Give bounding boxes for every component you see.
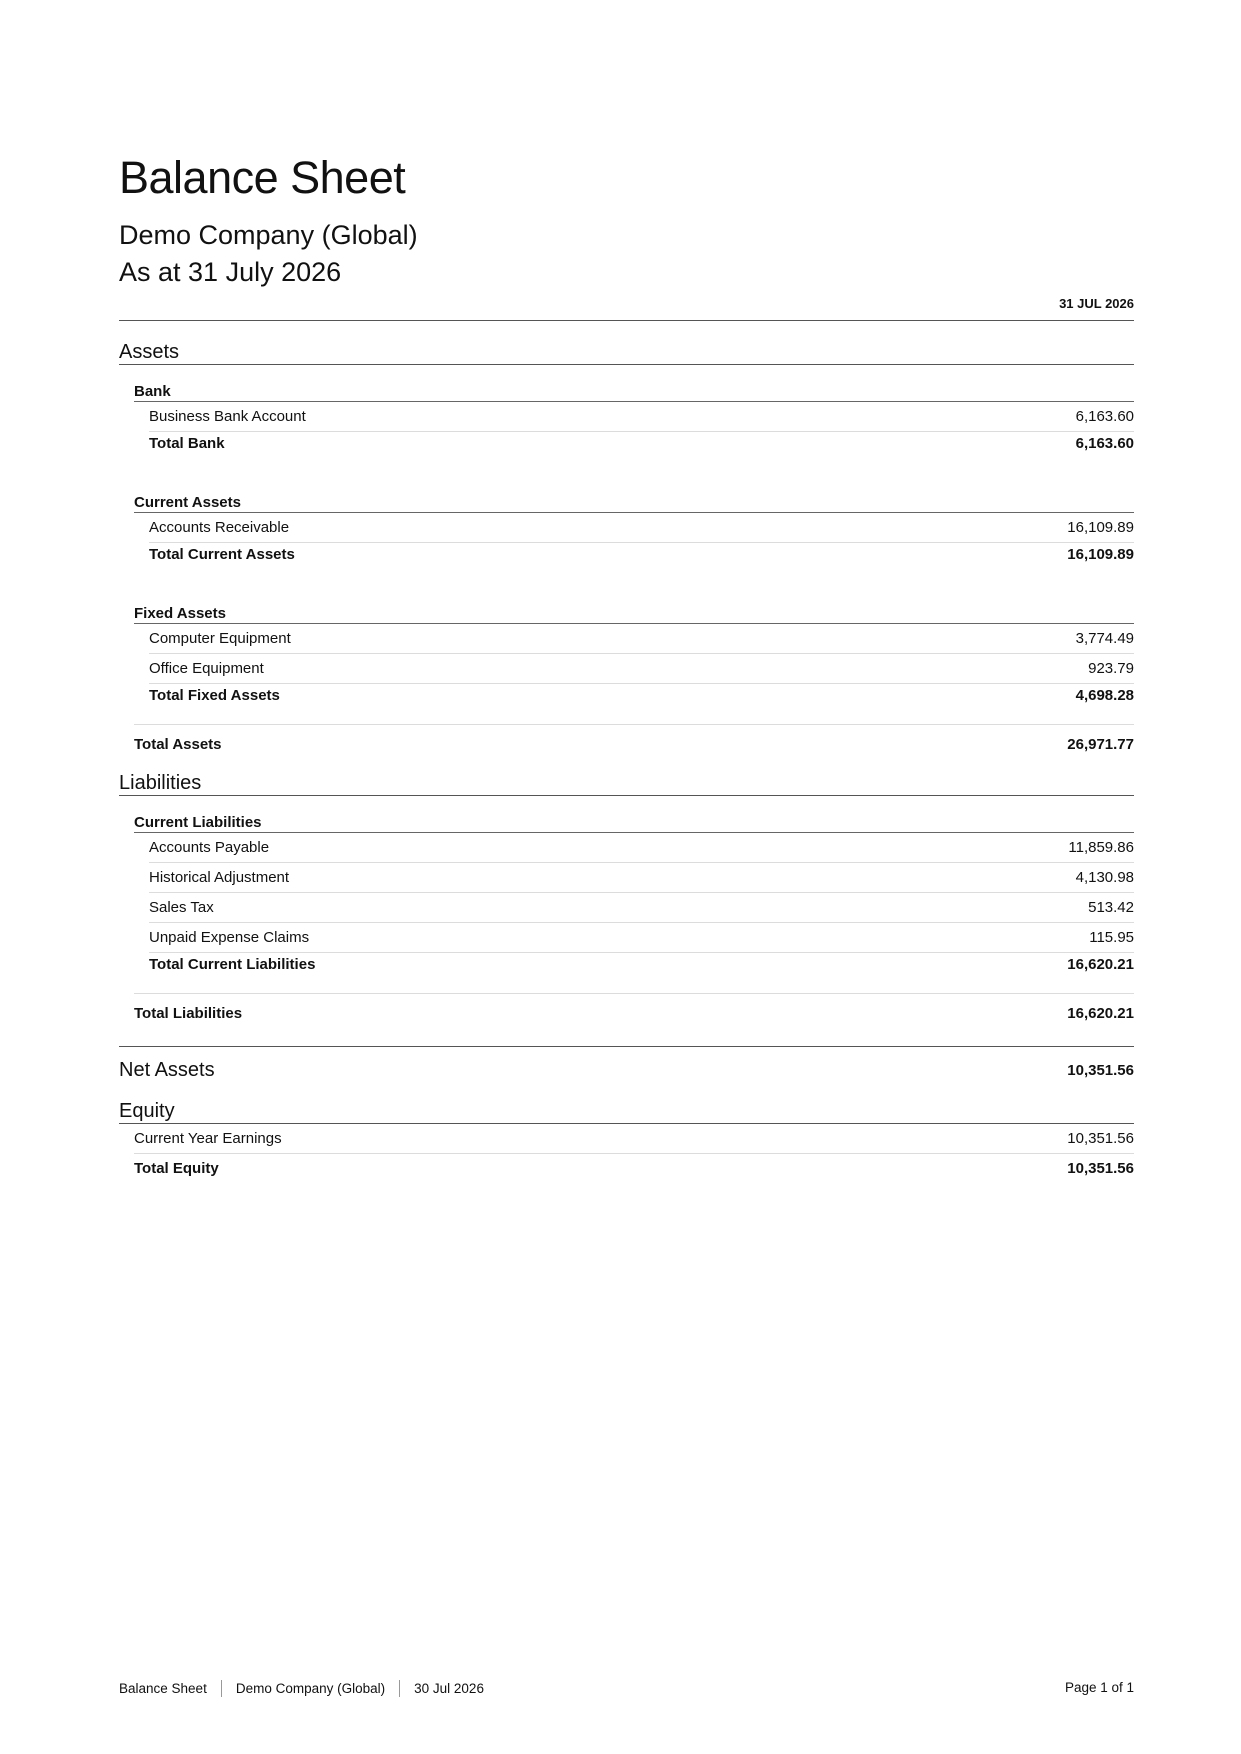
table-row — [149, 624, 1134, 654]
total-row-current-assets — [149, 543, 1134, 567]
row-value: 11,859.86 — [1068, 839, 1134, 856]
table-row — [149, 863, 1134, 893]
total-value: 6,163.60 — [1075, 435, 1134, 452]
row-label: Current Year Earnings — [134, 1130, 282, 1147]
footer-company: Demo Company (Global) — [235, 1681, 386, 1696]
total-label: Total Equity — [134, 1160, 219, 1177]
row-value: 6,163.60 — [1075, 408, 1134, 425]
total-label: Total Current Liabilities — [149, 956, 316, 973]
total-label: Total Assets — [134, 736, 222, 753]
report-title: Balance Sheet — [119, 152, 406, 203]
row-label: Office Equipment — [149, 660, 264, 677]
group-title-current-assets: Current Assets — [134, 488, 1134, 513]
page-number: Page 1 of 1 — [1064, 1680, 1134, 1695]
row-value: 115.95 — [1089, 929, 1134, 946]
row-label: Accounts Payable — [149, 839, 270, 856]
row-value: 513.42 — [1088, 899, 1134, 916]
total-value: 16,109.89 — [1067, 546, 1134, 563]
row-value: 16,109.89 — [1067, 519, 1134, 536]
total-value: 10,351.56 — [1067, 1160, 1134, 1177]
total-label: Total Liabilities — [134, 1005, 243, 1022]
table-row — [149, 402, 1134, 432]
table-row — [149, 833, 1134, 863]
report-date: As at 31 July 2026 — [119, 257, 342, 287]
total-value: 16,620.21 — [1067, 1005, 1134, 1022]
total-label: Total Fixed Assets — [149, 687, 280, 704]
group-title-bank: Bank — [134, 377, 1134, 402]
row-label: Unpaid Expense Claims — [149, 929, 310, 946]
footer-report-name: Balance Sheet — [119, 1681, 207, 1696]
footer-date: 30 Jul 2026 — [414, 1681, 484, 1696]
row-label: Accounts Receivable — [149, 519, 290, 536]
table-row — [134, 1124, 1134, 1154]
table-row — [149, 893, 1134, 923]
section-title-liabilities: Liabilities — [119, 765, 1134, 796]
total-label: Total Current Assets — [149, 546, 295, 563]
net-assets-row — [119, 1046, 1134, 1093]
row-value: 923.79 — [1088, 660, 1134, 677]
page-footer — [119, 1680, 1134, 1697]
header-divider — [119, 320, 1134, 321]
total-value: 4,698.28 — [1075, 687, 1134, 704]
report-body — [119, 334, 1134, 1184]
row-label: Computer Equipment — [149, 630, 291, 647]
row-value: 3,774.49 — [1075, 630, 1134, 647]
section-title-equity: Equity — [119, 1093, 1134, 1124]
total-row-current-liabilities — [149, 953, 1134, 977]
table-row — [149, 513, 1134, 543]
row-label: Historical Adjustment — [149, 869, 290, 886]
group-title-current-liabilities: Current Liabilities — [134, 808, 1134, 833]
company-name: Demo Company (Global) — [119, 220, 418, 250]
row-label: Business Bank Account — [149, 408, 306, 425]
total-row-bank — [149, 432, 1134, 456]
net-assets-label: Net Assets — [119, 1058, 215, 1081]
group-title-fixed-assets: Fixed Assets — [134, 599, 1134, 624]
total-value: 26,971.77 — [1067, 736, 1134, 753]
footer-info — [119, 1680, 484, 1697]
column-header-date: 31 JUL 2026 — [1059, 296, 1134, 311]
total-row-assets — [134, 724, 1134, 765]
total-row-liabilities — [134, 993, 1134, 1034]
net-assets-value: 10,351.56 — [1067, 1061, 1134, 1079]
total-row-fixed-assets — [149, 684, 1134, 708]
table-row — [149, 923, 1134, 953]
row-label: Sales Tax — [149, 899, 214, 916]
report-page — [119, 0, 1134, 1754]
total-row-equity — [134, 1154, 1134, 1184]
row-value: 10,351.56 — [1067, 1130, 1134, 1147]
section-title-assets: Assets — [119, 334, 1134, 365]
row-value: 4,130.98 — [1075, 869, 1134, 886]
footer-divider — [399, 1680, 400, 1697]
table-row — [149, 654, 1134, 684]
total-label: Total Bank — [149, 435, 225, 452]
footer-divider — [221, 1680, 222, 1697]
total-value: 16,620.21 — [1067, 956, 1134, 973]
